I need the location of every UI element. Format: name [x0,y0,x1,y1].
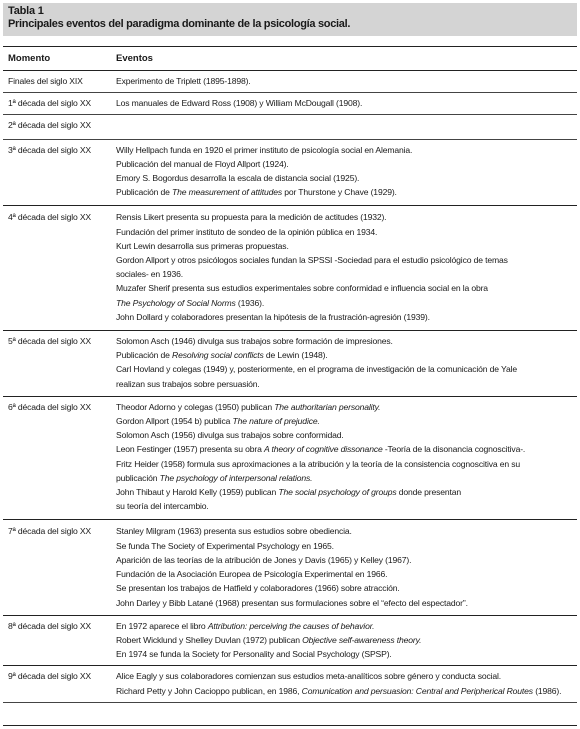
event-text: (1986). [532,685,562,696]
event-line [116,499,573,513]
events-cell [106,619,577,662]
event-text: Comunication and persuasion: Central and Peripherical Routes [301,685,533,696]
event-text: En 1972 aparece el libro [116,620,208,631]
event-line [116,267,573,281]
event-text: Emory S. Bogordus desarrolla la escala de distancia social (1925). [116,173,360,184]
event-text: Stanley Milgram (1963) presenta sus estudios sobre obediencia. [116,526,352,537]
events-table [3,46,577,703]
moment-cell: 5ª década del siglo XX [8,336,92,347]
event-text: sociales- en 1936. [116,269,184,280]
header-events: Eventos [116,53,153,64]
table-row [3,93,577,115]
event-text: Rensis Likert presenta su propuesta para la medición de actitudes (1932). [116,212,387,223]
event-text: Se presentan los trabajos de Hatfield y colaboradores (1966) sobre atracción. [116,583,400,594]
event-line [116,96,573,110]
event-line [116,143,573,157]
moment-cell: 4ª década del siglo XX [8,212,92,223]
event-line [116,414,573,428]
moment-cell: 6ª década del siglo XX [8,401,92,412]
event-text: Solomon Asch (1956) divulga sus trabajos sobre conformidad. [116,430,344,441]
event-line [116,428,573,442]
event-text: Fritz Heider (1958) formula sus aproximaciones a la atribución y la teoría de la consistencia cognoscitiva en su [116,458,521,469]
event-text: donde presentan [396,487,461,498]
events-cell [106,669,577,697]
event-line [116,684,573,698]
table-row [3,616,577,667]
event-line [116,669,573,683]
table-title: Principales eventos del paradigma dominante de la psicología social. [8,18,351,30]
event-text: The authoritarian personality. [274,401,381,412]
event-text: realizan sus trabajos sobre persuasión. [116,378,260,389]
event-text: Objective self-awareness theory. [302,634,422,645]
event-line [116,171,573,185]
moment-cell: 7ª década del siglo XX [8,526,92,537]
event-text: A theory of cognitive dissonance [263,444,383,455]
event-line [116,524,573,538]
event-text: Richard Petty y John Cacioppo publican, en 1986, [116,685,302,696]
events-cell [106,143,577,200]
moment-cell: 2ª década del siglo XX [8,120,92,131]
event-text: por Thurstone y Chave (1929). [282,187,397,198]
event-line [116,619,573,633]
event-text: Los manuales de Edward Ross (1908) y William McDougall (1908). [116,98,363,109]
event-text: Muzafer Sherif presenta sus estudios experimentales sobre conformidad e influencia social en la obra [116,283,488,294]
event-line [116,210,573,224]
event-text: Se funda The Society of Experimental Psychology en 1965. [116,540,334,551]
event-text: Publicación del manual de Floyd Allport (1924). [116,158,289,169]
event-text: Fundación del primer instituto de sondeo de la opinión pública en 1934. [116,226,378,237]
events-cell [106,524,577,609]
table-caption [3,3,577,36]
events-cell [106,118,577,132]
header-moment: Momento [8,53,51,64]
moment-cell: Finales del siglo XIX [8,76,83,86]
event-text: Resolving social conflicts [172,350,264,361]
event-line [116,442,573,456]
table-row [3,520,577,615]
event-text: de Lewin (1948). [263,350,328,361]
event-text: Robert Wicklund y Shelley Duvlan (1972) publican [116,634,303,645]
event-text: Willy Hellpach funda en 1920 el primer instituto de psicología social en Alemania. [116,144,413,155]
table-row [3,206,577,331]
table-row [3,71,577,93]
table-row [3,115,577,139]
event-line [116,553,573,567]
event-line [116,567,573,581]
table-row [3,331,577,397]
events-cell [106,400,577,514]
moment-cell: 9ª década del siglo XX [8,671,92,682]
event-line [116,457,573,471]
event-text: Alice Eagly y sus colaboradores comienzan sus estudios meta-analíticos sobre género y conducta social. [116,671,501,682]
event-line [116,377,573,391]
moment-cell: 1ª década del siglo XX [8,98,92,109]
events-cell [106,74,577,88]
event-text: Fundación de la Asociación Europea de Psicología Experimental en 1966. [116,569,388,580]
event-line [116,157,573,171]
event-text: John Darley y Bibb Latané (1968) presentan sus formulaciones sobre el “efecto del espectador”. [116,597,468,608]
events-cell [106,96,577,110]
event-line [116,647,573,661]
event-line [116,348,573,362]
events-cell [106,210,577,324]
event-text: Gordon Allport y otros psicólogos sociales fundan la SPSSI -Sociedad para el estudio psicológico de temas [116,255,508,266]
event-text: Carl Hovland y colegas (1949) y, posteriormente, en el programa de investigación de la comunicación de Yale [116,364,517,375]
event-line [116,281,573,295]
event-line [116,239,573,253]
event-text: su teoría del intercambio. [116,501,209,512]
table-row [3,666,577,702]
event-text: John Dollard y colaboradores presentan la hipótesis de la frustración-agresión (1939). [116,311,430,322]
event-line [116,471,573,485]
event-text: (1936). [235,297,265,308]
event-line [116,225,573,239]
event-text: The nature of prejudice. [232,416,320,427]
event-line [116,185,573,199]
event-text: Solomon Asch (1946) divulga sus trabajos sobre formación de impresiones. [116,336,393,347]
event-text: Attribution: perceiving the causes of behavior. [207,620,375,631]
table-body [3,71,577,703]
table-row [3,397,577,521]
table-label: Tabla 1 [8,5,44,17]
events-cell [106,334,577,391]
table-row [3,140,577,207]
event-text: Gordon Allport (1954 b) publica [116,416,233,427]
event-line [116,485,573,499]
table-header [3,47,577,71]
event-text: John Thibaut y Harold Kelly (1959) publican [116,487,279,498]
event-line [116,296,573,310]
event-line [116,253,573,267]
event-line [116,581,573,595]
event-text: The measurement of attitudes [172,187,283,198]
event-line [116,539,573,553]
event-text: Publicación de [116,187,173,198]
event-text: publicación [116,472,160,483]
event-text: Kurt Lewin desarrolla sus primeras propuestas. [116,240,289,251]
event-text: En 1974 se funda la Society for Personality and Social Psychology (SPSP). [116,649,392,660]
event-text: -Teoría de la disonancia cognoscitiva-. [382,444,526,455]
event-text: Experimento de Triplett (1895-1898). [116,76,251,86]
moment-cell: 3ª década del siglo XX [8,144,92,155]
moment-cell: 8ª década del siglo XX [8,620,92,631]
event-text: Aparición de las teorías de la atribución de Jones y Davis (1965) y Kelley (1967). [116,554,412,565]
event-line [116,596,573,610]
event-line [116,310,573,324]
event-text: The psychology of interpersonal relations. [159,472,313,483]
event-text: Publicación de [116,350,173,361]
event-text: The social psychology of groups [278,487,397,498]
event-text: Leon Festinger (1957) presenta su obra [116,444,264,455]
event-line [116,633,573,647]
event-line [116,334,573,348]
event-text: The Psychology of Social Norms [116,297,236,308]
event-text: Theodor Adorno y colegas (1950) publican [116,401,275,412]
table-bottom-rule [3,725,577,726]
event-line [116,400,573,414]
event-line [116,74,573,88]
event-line [116,362,573,376]
